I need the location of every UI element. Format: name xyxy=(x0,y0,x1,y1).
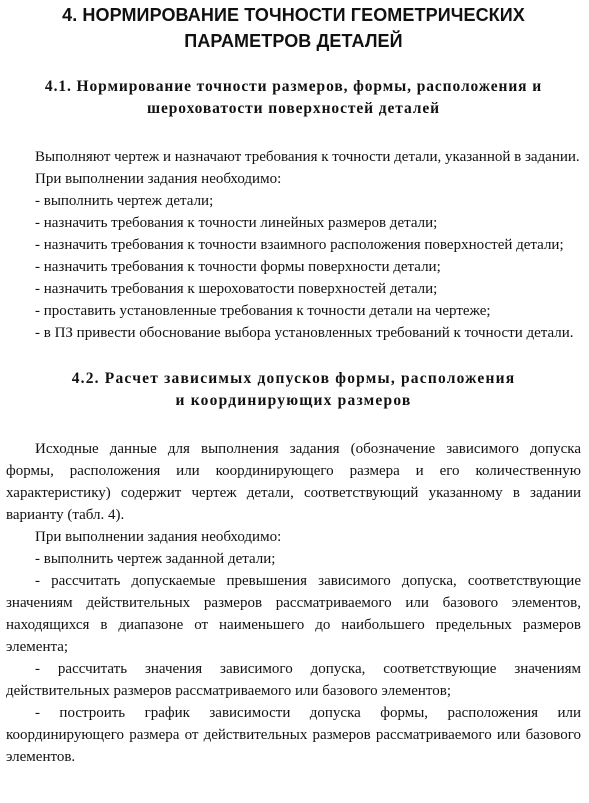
chapter-title xyxy=(6,2,581,54)
paragraph: Исходные данные для выполнения задания (обозначение зависимого допуска формы, расположения или координирующего размера и его количественную характеристику) содержит чертеж детали, соответствующий указанному в задании варианту (табл. 4). xyxy=(6,441,581,523)
chapter-title-line-2: ПАРАМЕТРОВ ДЕТАЛЕЙ xyxy=(184,31,403,51)
section-4-1-body xyxy=(6,146,581,344)
section-title-4-2-line-1: 4.2. Расчет зависимых допусков формы, расположения xyxy=(71,370,516,387)
list-item: - назначить требования к шероховатости поверхностей детали; xyxy=(35,281,438,297)
list-item: - выполнить чертеж заданной детали; xyxy=(35,551,276,567)
list-item: - назначить требования к точности формы поверхности детали; xyxy=(35,259,441,275)
section-title-4-2 xyxy=(6,368,581,412)
paragraph: При выполнении задания необходимо: xyxy=(35,529,282,545)
list-item: - назначить требования к точности линейных размеров детали; xyxy=(35,215,438,231)
section-title-4-2-line-2: и координирующих размеров xyxy=(175,392,412,409)
document-page xyxy=(0,2,589,803)
chapter-title-line-1: 4. НОРМИРОВАНИЕ ТОЧНОСТИ ГЕОМЕТРИЧЕСКИХ xyxy=(62,5,525,25)
list-item: - построить график зависимости допуска формы, расположения или координирующего размера от действительных размеров рассматриваемого или базового элементов. xyxy=(6,705,581,765)
paragraph: Выполняют чертеж и назначают требования к точности детали, указанной в задании. xyxy=(35,149,580,165)
list-item: - выполнить чертеж детали; xyxy=(35,193,214,209)
list-item: - рассчитать значения зависимого допуска, соответствующие значениям действительных размеров рассматриваемого или базового элементов; xyxy=(6,661,581,699)
paragraph: При выполнении задания необходимо: xyxy=(35,171,282,187)
section-title-4-1-line-2: шероховатости поверхностей деталей xyxy=(147,100,440,117)
section-title-4-1 xyxy=(6,76,581,120)
section-title-4-1-line-1: 4.1. Нормирование точности размеров, формы, расположения и xyxy=(44,78,543,95)
list-item: - в ПЗ привести обоснование выбора установленных требований к точности детали. xyxy=(35,325,574,341)
list-item: - проставить установленные требования к точности детали на чертеже; xyxy=(35,303,491,319)
section-4-2-body xyxy=(6,438,581,768)
list-item: - назначить требования к точности взаимного расположения поверхностей детали; xyxy=(35,237,564,253)
list-item: - рассчитать допускаемые превышения зависимого допуска, соответствующие значениям действительных размеров рассматриваемого или базового элементов, находящихся в диапазоне от наименьшего до наибольшего предельных размеров элемента; xyxy=(6,573,581,655)
